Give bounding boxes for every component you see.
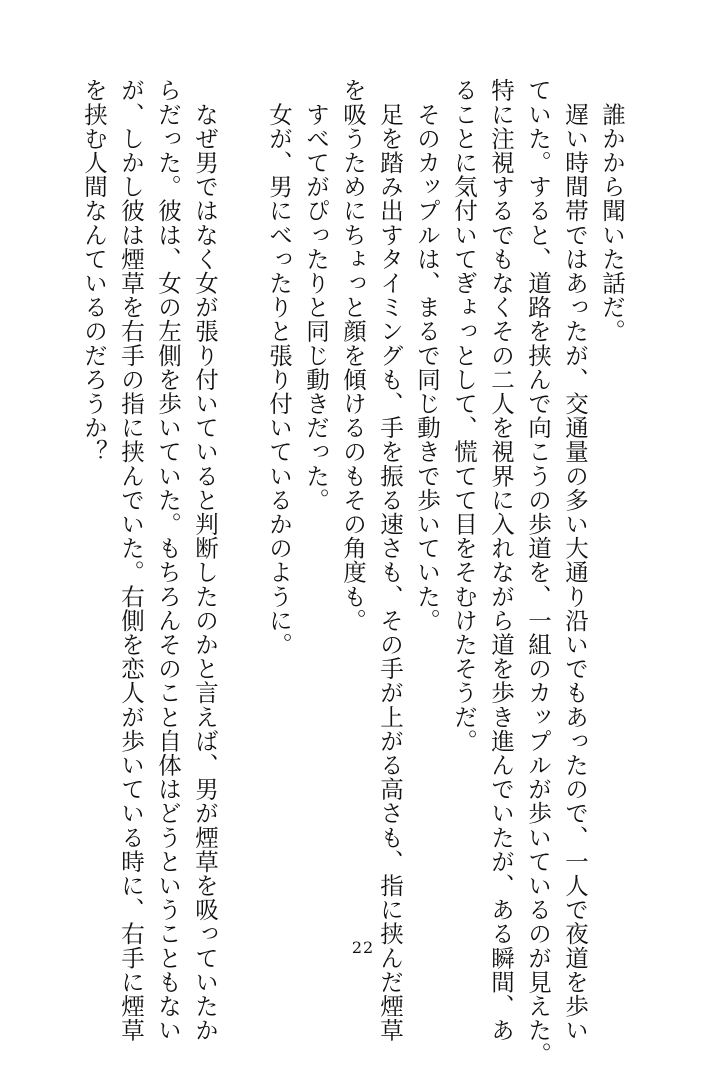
page-number: 22 <box>351 938 375 957</box>
text-line: 特に注視するでもなくその二人を視界に入れながら道を歩き進んでいたが、ある瞬間、あ <box>487 78 515 1042</box>
text-line: 女が、男にべったりと張り付いているかのように。 <box>265 78 293 657</box>
text-line: 誰かから聞いた話だ。 <box>598 78 626 344</box>
text-line: ることに気付いてぎょっとして、慌てて目をそむけたそうだ。 <box>450 78 478 753</box>
text-line: 遅い時間帯ではあったが、交通量の多い大通り沿いでもあったので、一人で夜道を歩い <box>561 78 589 1042</box>
text-line: すべてがぴったりと同じ動きだった。 <box>302 78 330 512</box>
blank-line <box>223 78 260 928</box>
text-line: ていた。すると、道路を挟んで向こうの歩道を、一組のカップルが歩いているのが見えた。 <box>524 78 552 1066</box>
text-line: なぜ男ではなく女が張り付いていると判断したのかと言えば、男が煙草を吸っていたか <box>191 78 219 1042</box>
text-line: らだった。彼は、女の左側を歩いていた。もちろんそのこと自体はどうということもない <box>154 78 182 1042</box>
text-line: が、しかし彼は煙草を右手の指に挟んでいた。右側を恋人が歩いている時に、右手に煙草 <box>117 78 145 1042</box>
text-line: を挟む人間なんているのだろうか？ <box>80 78 108 464</box>
text-line: 足を踏み出すタイミングも、手を振る速さも、その手が上がる高さも、指に挟んだ煙草 <box>376 78 404 1042</box>
text-line: そのカップルは、まるで同じ動きで歩いていた。 <box>413 78 441 633</box>
text-line: を吸うためにちょっと顔を傾けるのもその角度も。 <box>339 78 367 633</box>
